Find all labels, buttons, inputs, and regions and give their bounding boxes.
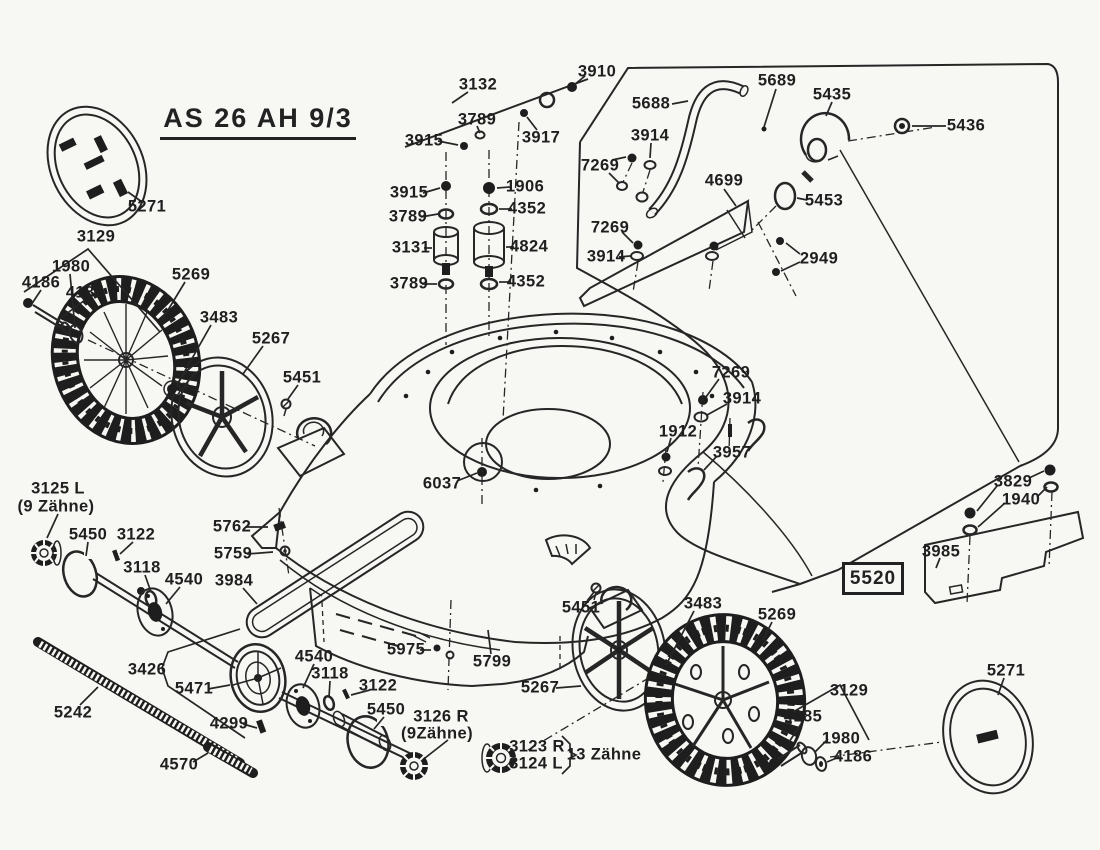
part-label: 4186 [833,747,873,766]
part-label: 5451 [282,368,322,387]
screw-2949 [772,268,780,276]
flange-4540 [282,681,324,732]
part-label: 5453 [804,191,844,210]
part-label: 5759 [213,544,253,563]
part-label: 7269 [711,363,751,382]
part-label: 4540 [164,570,204,589]
part-label: 7269 [580,156,620,175]
damper-right [474,150,504,340]
part-label: 5271 [986,661,1026,680]
part-label: 3984 [214,571,254,590]
part-label: 1912 [658,422,698,441]
ring-5450 [58,547,103,601]
deck-housing [252,314,755,650]
part-label: 4352 [506,272,546,291]
damper-left [434,152,458,345]
part-label: 3123 R [509,737,565,756]
part-label: 3483 [199,308,239,327]
part-label: 3914 [630,126,670,145]
washer-1940 [964,526,977,535]
part-label: 3126 R [413,707,469,726]
screw-3829 [965,508,976,519]
part-label: 4352 [507,199,547,218]
part-label: 5689 [757,71,797,90]
part-label: 3125 L [31,479,85,498]
part-label: 4824 [509,237,549,256]
handle-clamp [801,113,936,162]
part-label: 4299 [209,714,249,733]
part-label: 5762 [212,517,252,536]
gear-3125L [31,540,61,566]
part-label: 5975 [386,640,426,659]
pin-3122 [112,550,120,562]
screw-2949 [776,237,784,245]
part-label: 5436 [946,116,986,135]
part-label: 4185 [783,707,823,726]
part-label: 3914 [586,247,626,266]
part-label: 3910 [577,62,617,81]
part-label: 4540 [294,647,334,666]
part-label: 3914 [722,389,762,408]
part-label: 3122 [116,525,156,544]
bearing-3483 [167,384,177,394]
part-label: 4186 [21,273,61,292]
part-label: 3957 [712,443,752,462]
rear-hubcap [932,671,1045,803]
spring-4570 [208,747,253,773]
part-label: 5242 [53,703,93,722]
part-label: 4699 [704,171,744,190]
part-label: 6037 [422,474,462,493]
part-label: 3985 [921,542,961,561]
part-label: 1906 [505,177,545,196]
part-label: 3789 [389,274,429,293]
grip-5453 [750,172,812,232]
tube-foot-screws [617,154,656,202]
part-label: 5271 [127,197,167,216]
part-label: 5267 [520,678,560,697]
part-label: 5451 [561,598,601,617]
part-label: 5450 [68,525,108,544]
front-hubcap [28,90,165,242]
part-label: 3917 [521,128,561,147]
diagram-title: AS 26 AH 9/3 [160,103,356,140]
part-label: 4185 [65,283,105,302]
gear-3126R [400,752,428,780]
part-label: 5688 [631,94,671,113]
part-label: 13 Zähne [566,745,642,764]
part-label: 1980 [51,257,91,276]
part-label: 7269 [590,218,630,237]
part-label: 5435 [812,85,852,104]
part-label: 5269 [757,605,797,624]
part-label: 3789 [457,110,497,129]
part-label: 3131 [391,238,431,257]
cable-assembly [405,79,588,420]
part-label: 5267 [251,329,291,348]
part-label: 5471 [174,679,214,698]
part-label: 3483 [683,594,723,613]
part-label: 1940 [1001,490,1041,509]
part-label: 3118 [311,664,349,683]
height-lever [546,535,590,564]
pin-4299 [256,719,266,733]
part-label: 2949 [799,249,839,268]
part-label: 3789 [388,207,428,226]
part-label: 3122 [358,676,398,695]
part-label: (9 Zähne) [17,497,95,516]
front-wheel-fan [84,304,168,414]
part-label: 3129 [829,681,869,700]
pulley-5471 [225,639,292,717]
part-label: 3915 [404,131,444,150]
part-label: (9Zähne) [401,724,473,743]
part-label: 3118 [123,558,161,577]
screw-3829 [1045,465,1056,476]
part-label: 3915 [389,183,429,202]
clip-3957 [688,468,704,500]
part-label: 4570 [159,755,199,774]
part-label: 5269 [171,265,211,284]
part-label: 3129 [76,227,116,246]
boxed-part-label: 5520 [842,562,904,595]
part-label: 3132 [458,75,498,94]
part-label: 3124 L [509,754,563,773]
part-label: 5799 [472,652,512,671]
part-label: 5450 [366,700,406,719]
part-label: 3426 [127,660,167,679]
part-label: 1980 [821,729,861,748]
drive-belt [247,512,424,638]
part-label: 3829 [993,472,1033,491]
